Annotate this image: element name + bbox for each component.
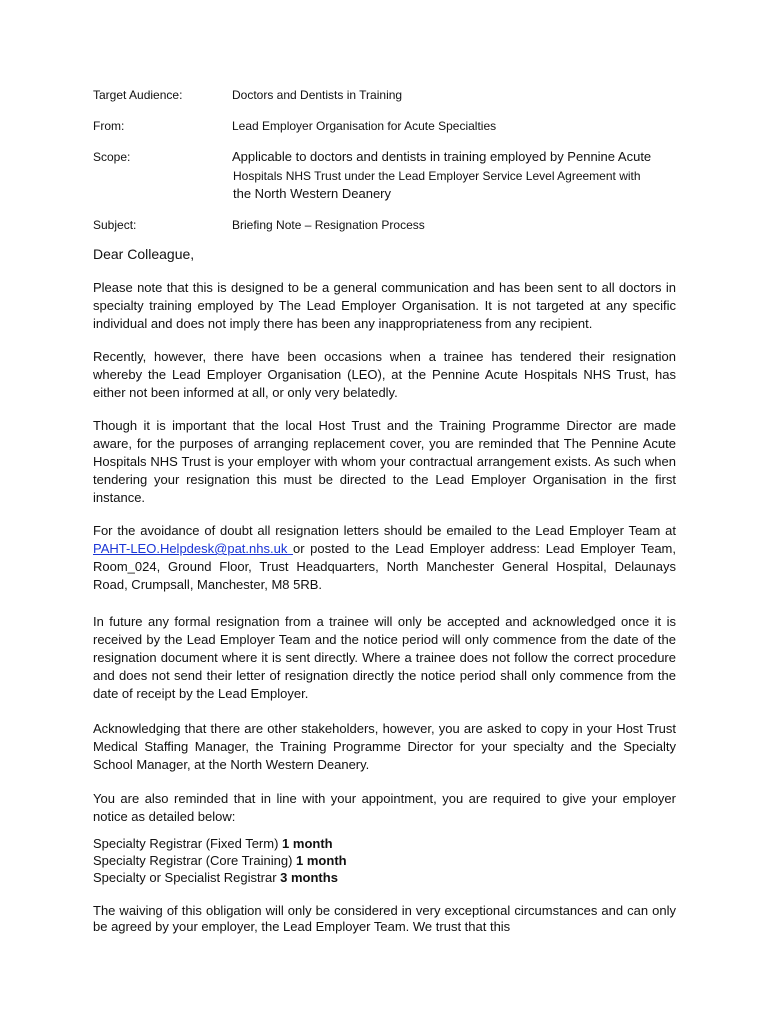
paragraph-4 (93, 522, 676, 594)
scope-label: Scope: (93, 150, 131, 164)
notice-item (93, 852, 347, 869)
paragraph-3: Though it is important that the local Host Trust and the Training Programme Director are made aware, for the purposes of arranging replacement cover, you are reminded that The Pennine Acute Hospitals NHS Trust is your employer with whom your contractual arrangement exists. As such when tendering your resignation this must be directed to the Lead Employer Organisation in the first instance. (93, 418, 676, 505)
target-audience-value: Doctors and Dentists in Training (232, 88, 403, 102)
paragraph-7: You are also reminded that in line with your appointment, you are required to give your employer notice as detailed below: (93, 791, 676, 824)
subject-label: Subject: (93, 218, 137, 232)
target-audience-label: Target Audience: (93, 88, 183, 102)
helpdesk-email-link[interactable]: PAHT-LEO.Helpdesk@pat.nhs.uk (93, 541, 293, 556)
paragraph-4-address: or posted to the Lead Employer address: Lead Employer Team, Room_024, Ground Floor, Trust Headquarters, North Manchester General Hospital, Delaunays Road, Crumpsall, Manchester, M8 5RB. (93, 541, 676, 592)
notice-item (93, 835, 347, 852)
paragraph-1: Please note that this is designed to be a general communication and has been sent to all doctors in specialty training employed by The Lead Employer Organisation. It is not targeted at any specific individual and does not imply there has been any inappropriateness from any recipient. (93, 280, 676, 331)
notice-role: Specialty Registrar (Fixed Term) (93, 836, 283, 851)
paragraph-8: The waiving of this obligation will only be considered in very exceptional circumstances and can only be agreed by your employer, the Lead Employer Team. We trust that this (93, 903, 676, 934)
from-label: From: (93, 119, 125, 133)
notice-period: 3 months (280, 870, 338, 885)
scope-line-3: the North Western Deanery (233, 186, 391, 201)
paragraph-6: Acknowledging that there are other stakeholders, however, you are asked to copy in your Host Trust Medical Staffing Manager, the Training Programme Director for your specialty and the Specialty School Manager, at the North Western Deanery. (93, 721, 676, 772)
notice-period-list (93, 835, 347, 886)
paragraph-4-intro: For the avoidance of doubt all resignation letters should be emailed to the Lead Employer Team at (93, 523, 676, 538)
from-value: Lead Employer Organisation for Acute Specialties (232, 119, 497, 133)
paragraph-5: In future any formal resignation from a trainee will only be accepted and acknowledged once it is received by the Lead Employer Team and the notice period will only commence from the date of the resignation document where it is sent directly. Where a trainee does not follow the correct procedure and does not send their letter of resignation directly the notice period shall only commence from the date of receipt by the Lead Employer. (93, 614, 676, 701)
notice-item (93, 869, 347, 886)
scope-line-2: Hospitals NHS Trust under the Lead Employer Service Level Agreement with (233, 169, 641, 183)
salutation: Dear Colleague, (93, 246, 195, 262)
paragraph-2: Recently, however, there have been occasions when a trainee has tendered their resignation whereby the Lead Employer Organisation (LEO), at the Pennine Acute Hospitals NHS Trust, has either not been informed at all, or only very belatedly. (93, 349, 676, 400)
notice-role: Specialty or Specialist Registrar (93, 870, 281, 885)
notice-period: 1 month (296, 853, 347, 868)
subject-value: Briefing Note – Resignation Process (232, 218, 425, 232)
notice-period: 1 month (282, 836, 333, 851)
notice-role: Specialty Registrar (Core Training) (93, 853, 297, 868)
scope-line-1: Applicable to doctors and dentists in training employed by Pennine Acute (232, 149, 652, 164)
